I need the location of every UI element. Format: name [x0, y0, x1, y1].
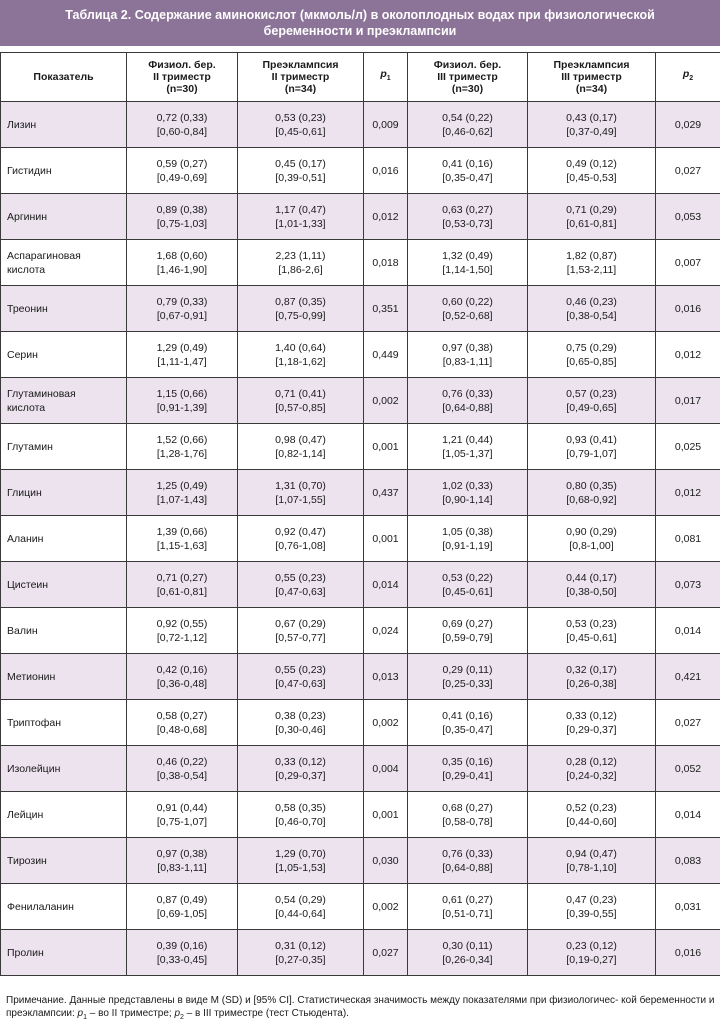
cell-preeclampsia-t3: 0,49 (0,12) [0,45-0,53]	[528, 148, 656, 194]
cell-p2: 0,083	[656, 838, 720, 884]
cell-indicator: Цистеин	[1, 562, 127, 608]
cell-preeclampsia-t2: 0,71 (0,41) [0,57-0,85]	[238, 378, 364, 424]
cell-p2: 0,073	[656, 562, 720, 608]
header-preeclampsia-trimester-3: Преэклампсия III триместр (n=34)	[528, 53, 656, 102]
cell-preeclampsia-t3: 0,23 (0,12) [0,19-0,27]	[528, 930, 656, 976]
cell-p2: 0,012	[656, 332, 720, 378]
cell-physio-t2: 0,91 (0,44) [0,75-1,07]	[127, 792, 238, 838]
cell-preeclampsia-t3: 0,32 (0,17) [0,26-0,38]	[528, 654, 656, 700]
cell-p2: 0,027	[656, 700, 720, 746]
cell-p1: 0,002	[364, 378, 408, 424]
cell-indicator: Лизин	[1, 102, 127, 148]
cell-preeclampsia-t3: 0,47 (0,23) [0,39-0,55]	[528, 884, 656, 930]
cell-preeclampsia-t3: 1,82 (0,87) [1,53-2,11]	[528, 240, 656, 286]
cell-physio-t3: 0,53 (0,22) [0,45-0,61]	[408, 562, 528, 608]
cell-preeclampsia-t3: 0,90 (0,29) [0,8-1,00]	[528, 516, 656, 562]
cell-physio-t3: 0,97 (0,38) [0,83-1,11]	[408, 332, 528, 378]
table-row	[1, 378, 720, 424]
cell-p1: 0,004	[364, 746, 408, 792]
cell-physio-t3: 0,41 (0,16) [0,35-0,47]	[408, 700, 528, 746]
table-row	[1, 424, 720, 470]
table-row	[1, 608, 720, 654]
cell-physio-t2: 0,92 (0,55) [0,72-1,12]	[127, 608, 238, 654]
table-row	[1, 470, 720, 516]
header-indicator: Показатель	[1, 53, 127, 102]
cell-p2: 0,029	[656, 102, 720, 148]
cell-physio-t2: 1,29 (0,49) [1,11-1,47]	[127, 332, 238, 378]
cell-physio-t2: 0,46 (0,22) [0,38-0,54]	[127, 746, 238, 792]
cell-p2: 0,017	[656, 378, 720, 424]
table-row	[1, 654, 720, 700]
cell-preeclampsia-t2: 1,31 (0,70) [1,07-1,55]	[238, 470, 364, 516]
cell-preeclampsia-t2: 0,38 (0,23) [0,30-0,46]	[238, 700, 364, 746]
cell-p2: 0,014	[656, 792, 720, 838]
table-row	[1, 240, 720, 286]
cell-physio-t2: 1,68 (0,60) [1,46-1,90]	[127, 240, 238, 286]
cell-physio-t3: 1,05 (0,38) [0,91-1,19]	[408, 516, 528, 562]
header-physio-trimester-2: Физиол. бер. II триместр (n=30)	[127, 53, 238, 102]
cell-preeclampsia-t3: 0,46 (0,23) [0,38-0,54]	[528, 286, 656, 332]
cell-p1: 0,024	[364, 608, 408, 654]
cell-physio-t3: 1,21 (0,44) [1,05-1,37]	[408, 424, 528, 470]
table-row	[1, 746, 720, 792]
cell-p1: 0,001	[364, 424, 408, 470]
header-p1: $p_1$	[364, 53, 408, 102]
cell-p1: 0,002	[364, 700, 408, 746]
cell-indicator: Лейцин	[1, 792, 127, 838]
table-row	[1, 792, 720, 838]
cell-p2: 0,052	[656, 746, 720, 792]
cell-physio-t2: 0,59 (0,27) [0,49-0,69]	[127, 148, 238, 194]
table-row	[1, 102, 720, 148]
table-title-line-1: Таблица 2. Содержание аминокислот (мкмоль/л) в околоплодных водах при физиологической	[65, 8, 655, 22]
cell-physio-t3: 0,63 (0,27) [0,53-0,73]	[408, 194, 528, 240]
cell-p1: 0,002	[364, 884, 408, 930]
cell-indicator: Изолейцин	[1, 746, 127, 792]
cell-physio-t2: 0,79 (0,33) [0,67-0,91]	[127, 286, 238, 332]
cell-physio-t2: 0,97 (0,38) [0,83-1,11]	[127, 838, 238, 884]
cell-p1: 0,009	[364, 102, 408, 148]
cell-physio-t2: 1,25 (0,49) [1,07-1,43]	[127, 470, 238, 516]
cell-indicator: Тирозин	[1, 838, 127, 884]
table-row	[1, 286, 720, 332]
cell-indicator: Глутаминовая кислота	[1, 378, 127, 424]
cell-p1: 0,014	[364, 562, 408, 608]
cell-physio-t3: 0,69 (0,27) [0,59-0,79]	[408, 608, 528, 654]
cell-p2: 0,053	[656, 194, 720, 240]
cell-indicator: Триптофан	[1, 700, 127, 746]
cell-indicator: Треонин	[1, 286, 127, 332]
cell-p1: 0,013	[364, 654, 408, 700]
cell-p2: 0,421	[656, 654, 720, 700]
cell-physio-t2: 0,72 (0,33) [0,60-0,84]	[127, 102, 238, 148]
cell-physio-t3: 0,60 (0,22) [0,52-0,68]	[408, 286, 528, 332]
cell-p1: 0,351	[364, 286, 408, 332]
table-title	[0, 0, 720, 46]
cell-physio-t3: 1,02 (0,33) [0,90-1,14]	[408, 470, 528, 516]
cell-p1: 0,001	[364, 792, 408, 838]
cell-physio-t2: 0,58 (0,27) [0,48-0,68]	[127, 700, 238, 746]
cell-indicator: Глутамин	[1, 424, 127, 470]
table-row	[1, 148, 720, 194]
table-row	[1, 930, 720, 976]
table-row	[1, 516, 720, 562]
cell-p1: 0,001	[364, 516, 408, 562]
cell-preeclampsia-t2: 1,29 (0,70) [1,05-1,53]	[238, 838, 364, 884]
cell-preeclampsia-t3: 0,52 (0,23) [0,44-0,60]	[528, 792, 656, 838]
cell-preeclampsia-t2: 0,55 (0,23) [0,47-0,63]	[238, 654, 364, 700]
cell-p1: 0,012	[364, 194, 408, 240]
cell-physio-t3: 1,32 (0,49) [1,14-1,50]	[408, 240, 528, 286]
cell-p2: 0,016	[656, 286, 720, 332]
cell-indicator: Пролин	[1, 930, 127, 976]
cell-preeclampsia-t3: 0,93 (0,41) [0,79-1,07]	[528, 424, 656, 470]
table-row	[1, 838, 720, 884]
cell-physio-t2: 1,39 (0,66) [1,15-1,63]	[127, 516, 238, 562]
table-row	[1, 332, 720, 378]
cell-p1: 0,018	[364, 240, 408, 286]
cell-preeclampsia-t2: 0,45 (0,17) [0,39-0,51]	[238, 148, 364, 194]
cell-p1: 0,449	[364, 332, 408, 378]
cell-preeclampsia-t2: 0,92 (0,47) [0,76-1,08]	[238, 516, 364, 562]
cell-indicator: Аргинин	[1, 194, 127, 240]
table-row	[1, 562, 720, 608]
cell-physio-t2: 0,71 (0,27) [0,61-0,81]	[127, 562, 238, 608]
cell-p2: 0,014	[656, 608, 720, 654]
cell-physio-t3: 0,29 (0,11) [0,25-0,33]	[408, 654, 528, 700]
header-physio-trimester-3: Физиол. бер. III триместр (n=30)	[408, 53, 528, 102]
cell-preeclampsia-t3: 0,80 (0,35) [0,68-0,92]	[528, 470, 656, 516]
header-p2: $p_2$	[656, 53, 720, 102]
table-row	[1, 194, 720, 240]
cell-indicator: Метионин	[1, 654, 127, 700]
header-preeclampsia-trimester-2: Преэклампсия II триместр (n=34)	[238, 53, 364, 102]
cell-preeclampsia-t3: 0,57 (0,23) [0,49-0,65]	[528, 378, 656, 424]
cell-preeclampsia-t3: 0,28 (0,12) [0,24-0,32]	[528, 746, 656, 792]
cell-preeclampsia-t2: 0,58 (0,35) [0,46-0,70]	[238, 792, 364, 838]
amino-acid-table	[0, 52, 720, 976]
table-footnote: Примечание. Данные представлены в виде M (SD) и [95% CI]. Статистическая значимость между показателями при физиологичес- кой беременности и преэклампсии: $p_1$ – во II триместре; $p_2$ – в III триместре (тест Стьюдента).	[6, 995, 715, 1021]
cell-preeclampsia-t2: 0,33 (0,12) [0,29-0,37]	[238, 746, 364, 792]
cell-indicator: Серин	[1, 332, 127, 378]
cell-indicator: Аланин	[1, 516, 127, 562]
cell-physio-t2: 1,15 (0,66) [0,91-1,39]	[127, 378, 238, 424]
cell-preeclampsia-t2: 0,55 (0,23) [0,47-0,63]	[238, 562, 364, 608]
cell-preeclampsia-t2: 1,40 (0,64) [1,18-1,62]	[238, 332, 364, 378]
cell-physio-t3: 0,76 (0,33) [0,64-0,88]	[408, 378, 528, 424]
cell-p1: 0,030	[364, 838, 408, 884]
cell-physio-t3: 0,61 (0,27) [0,51-0,71]	[408, 884, 528, 930]
cell-preeclampsia-t2: 0,53 (0,23) [0,45-0,61]	[238, 102, 364, 148]
table-row	[1, 884, 720, 930]
cell-preeclampsia-t3: 0,94 (0,47) [0,78-1,10]	[528, 838, 656, 884]
cell-physio-t3: 0,35 (0,16) [0,29-0,41]	[408, 746, 528, 792]
cell-p2: 0,012	[656, 470, 720, 516]
cell-indicator: Фенилаланин	[1, 884, 127, 930]
cell-indicator: Глицин	[1, 470, 127, 516]
cell-physio-t2: 0,39 (0,16) [0,33-0,45]	[127, 930, 238, 976]
cell-indicator: Гистидин	[1, 148, 127, 194]
cell-preeclampsia-t3: 0,71 (0,29) [0,61-0,81]	[528, 194, 656, 240]
cell-preeclampsia-t3: 0,75 (0,29) [0,65-0,85]	[528, 332, 656, 378]
cell-physio-t2: 0,87 (0,49) [0,69-1,05]	[127, 884, 238, 930]
cell-preeclampsia-t2: 0,98 (0,47) [0,82-1,14]	[238, 424, 364, 470]
cell-p1: 0,437	[364, 470, 408, 516]
table-body	[1, 102, 720, 976]
cell-preeclampsia-t2: 0,31 (0,12) [0,27-0,35]	[238, 930, 364, 976]
cell-physio-t3: 0,30 (0,11) [0,26-0,34]	[408, 930, 528, 976]
cell-indicator: Валин	[1, 608, 127, 654]
cell-preeclampsia-t2: 0,67 (0,29) [0,57-0,77]	[238, 608, 364, 654]
cell-physio-t3: 0,54 (0,22) [0,46-0,62]	[408, 102, 528, 148]
cell-preeclampsia-t2: 0,87 (0,35) [0,75-0,99]	[238, 286, 364, 332]
cell-p1: 0,016	[364, 148, 408, 194]
cell-p2: 0,016	[656, 930, 720, 976]
cell-preeclampsia-t2: 1,17 (0,47) [1,01-1,33]	[238, 194, 364, 240]
cell-preeclampsia-t3: 0,33 (0,12) [0,29-0,37]	[528, 700, 656, 746]
table-row	[1, 700, 720, 746]
cell-physio-t3: 0,68 (0,27) [0,58-0,78]	[408, 792, 528, 838]
cell-p2: 0,007	[656, 240, 720, 286]
cell-p2: 0,031	[656, 884, 720, 930]
cell-p2: 0,027	[656, 148, 720, 194]
cell-preeclampsia-t3: 0,44 (0,17) [0,38-0,50]	[528, 562, 656, 608]
cell-p1: 0,027	[364, 930, 408, 976]
cell-preeclampsia-t3: 0,43 (0,17) [0,37-0,49]	[528, 102, 656, 148]
cell-p2: 0,081	[656, 516, 720, 562]
cell-preeclampsia-t2: 0,54 (0,29) [0,44-0,64]	[238, 884, 364, 930]
cell-physio-t2: 0,89 (0,38) [0,75-1,03]	[127, 194, 238, 240]
table-title-line-2: беременности и преэклампсии	[263, 24, 457, 38]
cell-preeclampsia-t3: 0,53 (0,23) [0,45-0,61]	[528, 608, 656, 654]
cell-physio-t3: 0,41 (0,16) [0,35-0,47]	[408, 148, 528, 194]
cell-physio-t2: 0,42 (0,16) [0,36-0,48]	[127, 654, 238, 700]
cell-p2: 0,025	[656, 424, 720, 470]
cell-physio-t3: 0,76 (0,33) [0,64-0,88]	[408, 838, 528, 884]
cell-preeclampsia-t2: 2,23 (1,11) [1,86-2,6]	[238, 240, 364, 286]
cell-indicator: Аспарагиновая кислота	[1, 240, 127, 286]
table-header-row	[1, 53, 720, 102]
cell-physio-t2: 1,52 (0,66) [1,28-1,76]	[127, 424, 238, 470]
